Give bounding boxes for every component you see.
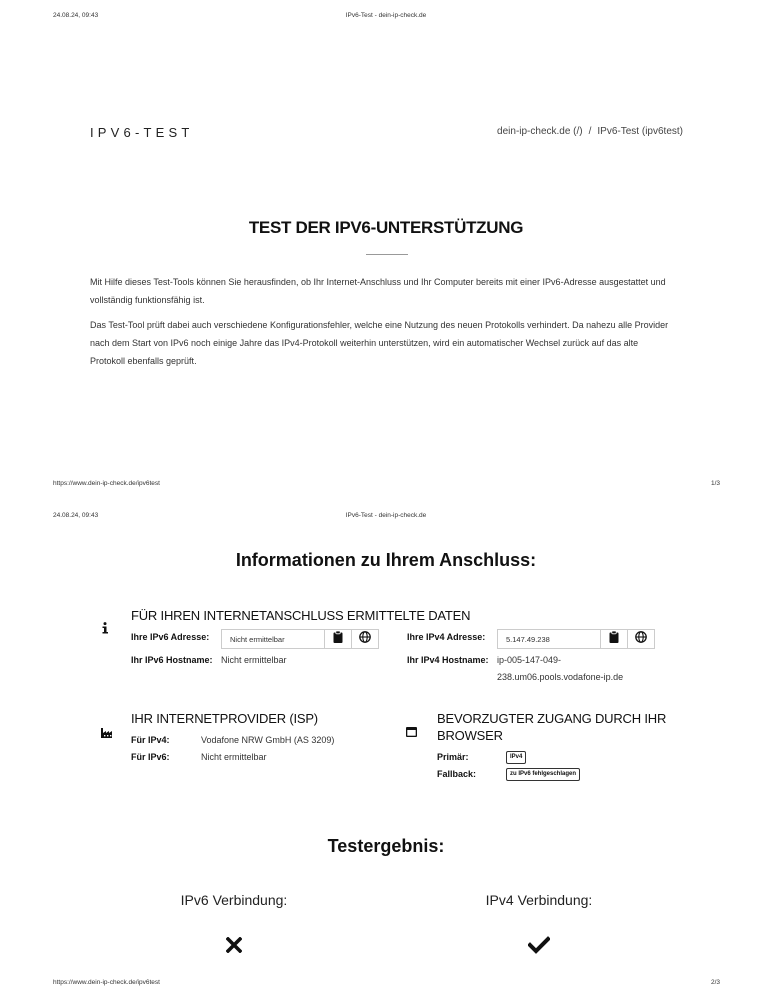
breadcrumb-separator: / [588, 126, 592, 137]
lookup-ipv6-button[interactable] [351, 629, 379, 649]
data-section-title: FÜR IHREN INTERNETANSCHLUSS ERMITTELTE DATEN [131, 608, 471, 623]
clipboard-icon [609, 630, 619, 648]
isp-ipv6-value: Nicht ermittelbar [201, 752, 267, 762]
isp-ipv4-value: Vodafone NRW GmbH (AS 3209) [201, 735, 335, 745]
globe-icon [635, 630, 647, 648]
fallback-badge: zu IPv6 fehlgeschlagen [506, 768, 580, 781]
ipv4-hostname-line-1: ip-005-147-049- [497, 655, 562, 665]
ipv4-connection-label: IPv4 Verbindung: [485, 892, 593, 908]
print-page-number: 1/3 [710, 480, 720, 487]
title-divider [366, 254, 408, 255]
industry-icon [101, 725, 114, 743]
clipboard-icon [333, 630, 343, 648]
primary-badge: IPv4 [506, 751, 526, 764]
ipv6-address-label: Ihre IPv6 Adresse: [131, 632, 210, 642]
ipv6-hostname-value: Nicht ermittelbar [221, 655, 287, 665]
intro-paragraph-1: Mit Hilfe dieses Test-Tools können Sie herausfinden, ob Ihr Internet-Anschluss und Ihr Computer bereits mit einer IPv6-Adresse ausgestattet und vollständig funktionsfähig ist. [90, 277, 666, 305]
lookup-ipv4-button[interactable] [627, 629, 655, 649]
primary-label: Primär: [437, 752, 469, 762]
breadcrumb-current: IPv6-Test (ipv6test) [597, 126, 683, 137]
isp-ipv6-label: Für IPv6: [131, 752, 170, 762]
isp-ipv4-label: Für IPv4: [131, 735, 170, 745]
check-icon [528, 936, 550, 959]
print-datetime: 24.08.24, 09:43 [53, 512, 99, 519]
result-title: Testergebnis: [327, 836, 445, 856]
connection-title: Informationen zu Ihrem Anschluss: [235, 550, 537, 570]
print-doc-title: IPv6-Test - dein-ip-check.de [345, 512, 427, 519]
copy-ipv4-button[interactable] [600, 629, 628, 649]
ipv6-connection-label: IPv6 Verbindung: [180, 892, 288, 908]
browser-section-title-line-1: BEVORZUGTER ZUGANG DURCH IHR [437, 711, 667, 726]
ipv4-address-label: Ihre IPv4 Adresse: [407, 632, 486, 642]
breadcrumb [497, 126, 683, 137]
copy-ipv6-button[interactable] [324, 629, 352, 649]
ipv4-hostname-line-2: 238.um06.pools.vodafone-ip.de [497, 672, 624, 682]
print-page-number: 2/3 [710, 979, 720, 986]
ipv4-hostname-label: Ihr IPv4 Hostname: [407, 655, 489, 665]
print-doc-title: IPv6-Test - dein-ip-check.de [345, 12, 427, 19]
info-icon [101, 621, 109, 639]
print-url: https://www.dein-ip-check.de/ipv6test [53, 480, 160, 487]
ipv4-address-field[interactable]: 5.147.49.238 [497, 629, 601, 649]
print-url: https://www.dein-ip-check.de/ipv6test [53, 979, 160, 986]
print-datetime: 24.08.24, 09:43 [53, 12, 99, 19]
ipv6-address-field[interactable]: Nicht ermittelbar [221, 629, 325, 649]
browser-window-icon [406, 724, 417, 742]
isp-section-title: IHR INTERNETPROVIDER (ISP) [131, 711, 318, 726]
intro-paragraph-2: Das Test-Tool prüft dabei auch verschiedene Konfigurationsfehler, welche eine Nutzung des neuen Protokolls verhindert. Da nahezu alle Provider nach dem Start von IPv6 noch einige Jahre das IPv4-Protokoll weiterhin unterstützen, wird ein automatischer Wechsel zurück auf das alte Protokoll ebenfalls geprüft. [90, 320, 669, 366]
browser-section-title-line-2: BROWSER [437, 728, 503, 743]
page-title: TEST DER IPV6-UNTERSTÜTZUNG [248, 218, 524, 237]
ipv6-hostname-label: Ihr IPv6 Hostname: [131, 655, 213, 665]
globe-icon [359, 630, 371, 648]
fallback-label: Fallback: [437, 769, 477, 779]
cross-icon [226, 937, 242, 958]
site-title[interactable]: IPV6-TEST [90, 125, 194, 140]
breadcrumb-home-link[interactable]: dein-ip-check.de (/) [497, 126, 583, 137]
